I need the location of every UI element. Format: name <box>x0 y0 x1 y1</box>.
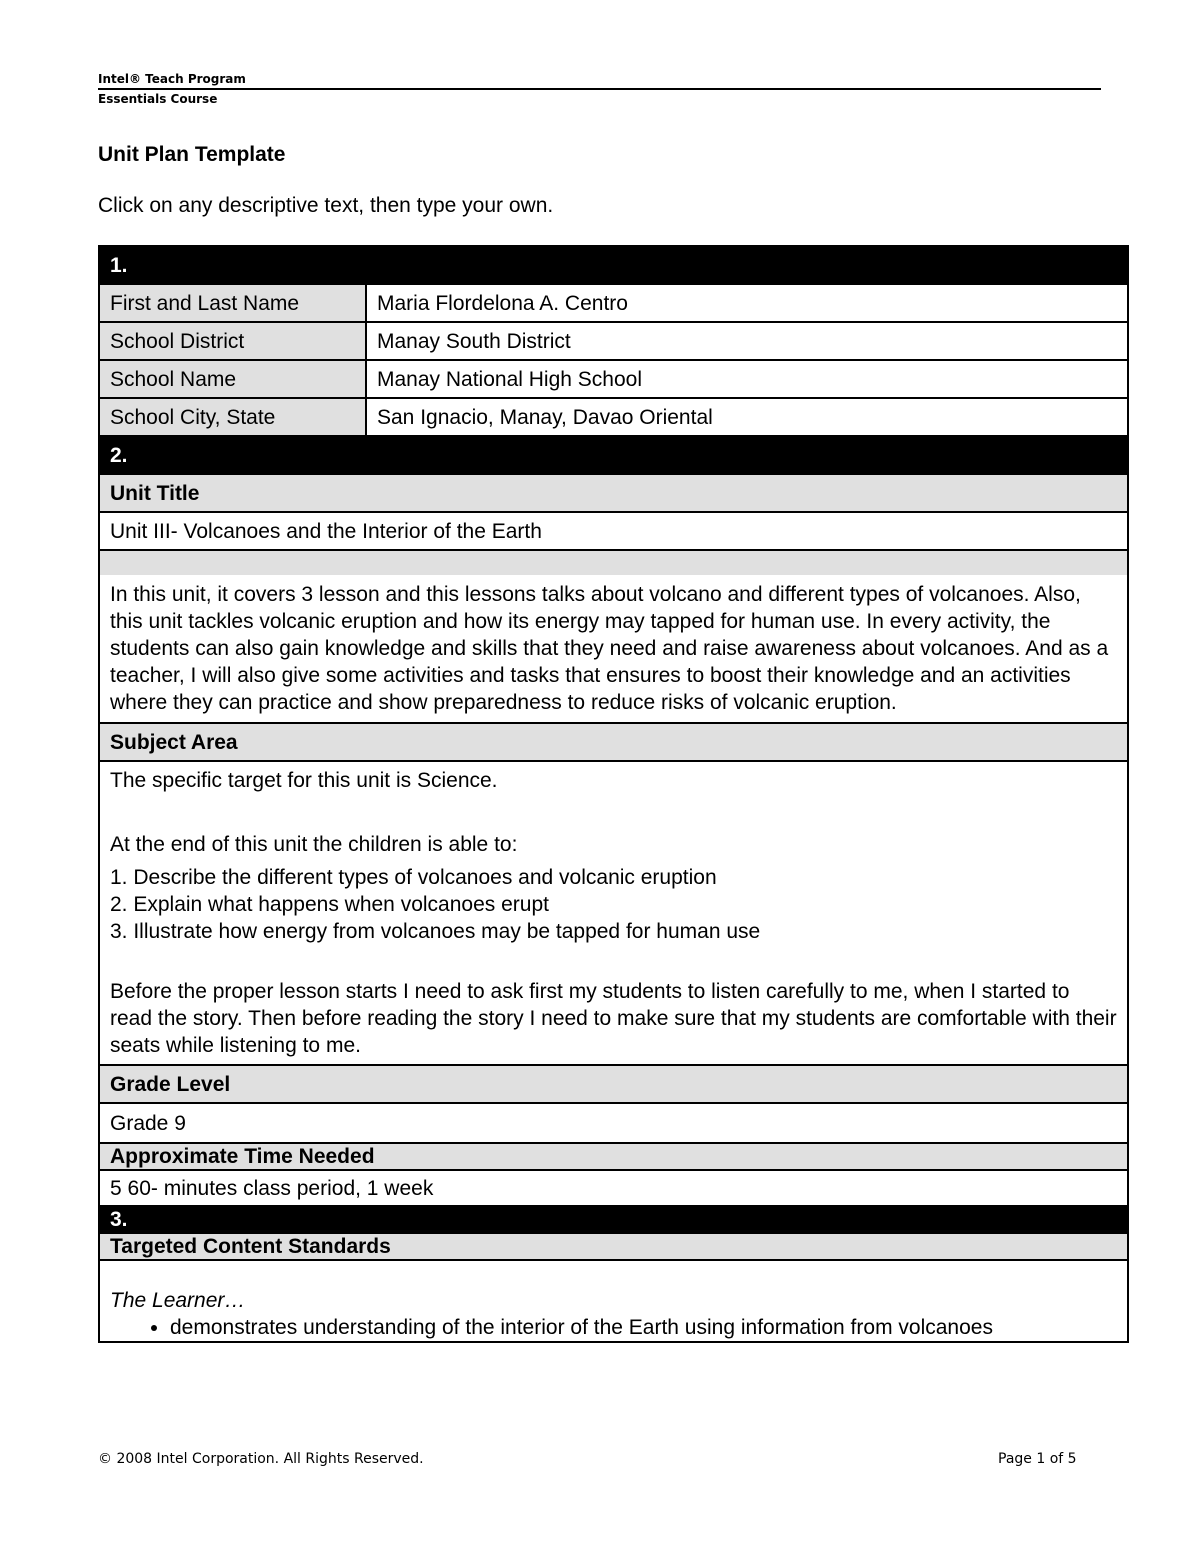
school-name-field[interactable]: Manay National High School <box>366 360 1128 398</box>
objectives-intro: At the end of this unit the children is able to: <box>110 833 518 856</box>
time-needed-heading: Approximate Time Needed <box>99 1143 1128 1170</box>
page-header <box>98 72 1101 106</box>
unit-title-field[interactable]: Unit III- Volcanoes and the Interior of the Earth <box>99 512 1128 550</box>
field-label: School District <box>99 322 366 360</box>
objective-item: 1. Describe the different types of volcanoes and volcanic eruption <box>110 866 717 889</box>
grade-level-heading: Grade Level <box>99 1065 1128 1103</box>
objective-item: 2. Explain what happens when volcanoes erupt <box>110 893 549 916</box>
unit-summary-field[interactable]: In this unit, it covers 3 lesson and this lessons talks about volcano and different types of volcanoes. Also, this unit tackles volcanic eruption and how its energy may tapped for human use. In every activity, the students can also gain knowledge and skills that they need and raise awareness about volcanoes. And as a teacher, I will also give some activities and tasks that ensures to boost their knowledge and an activities where they can practice and show preparedness to reduce risks of volcanic eruption. <box>99 575 1128 723</box>
table-row <box>99 284 1128 322</box>
program-name: Intel® Teach Program <box>98 72 246 86</box>
unit-title-heading: Unit Title <box>99 474 1128 512</box>
field-label: School Name <box>99 360 366 398</box>
copyright: © 2008 Intel Corporation. All Rights Reserved. <box>98 1451 424 1467</box>
unit-plan-table <box>98 245 1129 1343</box>
section-number: 1. <box>99 246 1128 284</box>
summary-heading-bar <box>99 550 1128 575</box>
standards-list <box>110 1314 1117 1341</box>
field-label: First and Last Name <box>99 284 366 322</box>
table-row <box>99 398 1128 436</box>
table-row <box>99 322 1128 360</box>
time-needed-field[interactable]: 5 60- minutes class period, 1 week <box>99 1170 1128 1206</box>
table-row <box>99 360 1128 398</box>
instructions: Click on any descriptive text, then type your own. <box>98 194 554 217</box>
standards-heading: Targeted Content Standards <box>99 1233 1128 1260</box>
city-state-field[interactable]: San Ignacio, Manay, Davao Oriental <box>366 398 1128 436</box>
subject-area-field[interactable] <box>99 761 1128 1065</box>
course-name: Essentials Course <box>98 92 218 106</box>
list-item: • demonstrates understanding of the interior of the Earth using information from volcanoes <box>170 1314 1117 1341</box>
name-field[interactable]: Maria Flordelona A. Centro <box>366 284 1128 322</box>
learner-intro: The Learner… <box>110 1289 246 1312</box>
objective-item: 3. Illustrate how energy from volcanoes may be tapped for human use <box>110 920 761 943</box>
district-field[interactable]: Manay South District <box>366 322 1128 360</box>
section-number: 3. <box>99 1206 1128 1233</box>
standards-field[interactable] <box>99 1260 1128 1342</box>
field-label: School City, State <box>99 398 366 436</box>
page-title: Unit Plan Template <box>98 143 286 166</box>
before-lesson-text: Before the proper lesson starts I need to ask first my students to listen carefully to me, when I started to read the story. Then before reading the story I need to make sure that my students are comfortable with their seats while listening to me. <box>110 980 1117 1057</box>
page-number: Page 1 of 5 <box>998 1451 1077 1467</box>
section-number: 2. <box>99 436 1128 474</box>
subject-area-heading: Subject Area <box>99 723 1128 761</box>
grade-level-field[interactable]: Grade 9 <box>99 1103 1128 1143</box>
subject-target: The specific target for this unit is Science. <box>110 769 498 792</box>
